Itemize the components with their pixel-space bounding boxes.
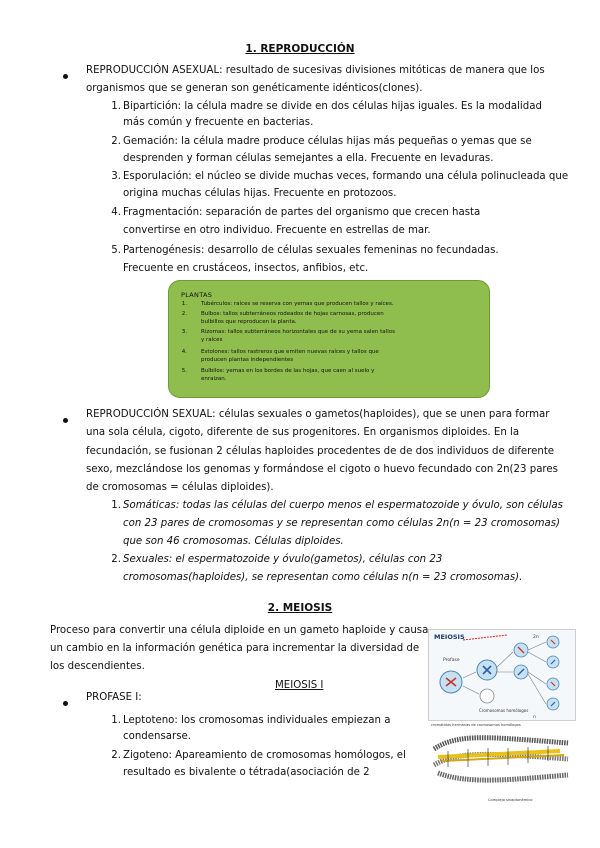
sexual-item-1-line-2: con 23 pares de cromosomas y se representan como células 2n(n = 23 cromosomas) — [123, 518, 561, 529]
sexual-item-1-line-1: Somáticas: todas las células del cuerpo menos el espermatozoide y óvulo, son células — [123, 500, 563, 511]
synapsis-label-1: cromátidas hermanas de cromosomas homólogos — [431, 723, 521, 727]
meiosis-diagram-svg — [429, 630, 575, 720]
meiosis-tag-homologos: Cromosomas homólogos — [479, 708, 529, 713]
bullet-asexual — [63, 74, 68, 79]
sexual-line-4: sexo, mezclándose los genomas y formándose el cigoto o huevo fecundado con 2n(23 pares — [86, 464, 558, 475]
asexual-line-2: organismos que se generan son genéticamente idénticos(clones). — [86, 83, 423, 94]
plant-item-num: 4. — [181, 349, 187, 355]
asexual-item-num: 1. — [111, 101, 121, 112]
section-title-meiosis: 2. MEIOSIS — [267, 602, 333, 614]
plant-item-4-line-2: producen plantas independientes — [201, 357, 294, 363]
sexual-item-2-line-1: Sexuales: el espermatozoide y óvulo(gametos), células con 23 — [123, 554, 443, 565]
plant-item-5-line-2: enraizan. — [201, 376, 227, 382]
meiosis-intro-line-1: Proceso para convertir una célula diploide en un gameto haploide y causa — [50, 625, 429, 636]
plant-item-1-line-1: Tubérculos: raíces se reserva con yemas que producen tallos y raíces. — [201, 301, 394, 307]
sexual-line-2: una sola célula, cigoto, diferente de sus progenitores. En organismos diploides. En la — [86, 427, 520, 438]
profase-label: PROFASE I: — [86, 692, 142, 703]
plant-item-2-line-2: bulbillos que reproducen la planta. — [201, 319, 297, 325]
synapsis-label-2: Complejo sinaptonémico — [488, 798, 533, 802]
meiosis-tag-profase: Profase — [443, 658, 460, 663]
sexual-item-2-line-2: cromosomas(haploides), se representan como células n(n = 23 cromosomas). — [123, 572, 523, 583]
asexual-item-5-line-2: Frecuente en crustáceos, insectos, anfibios, etc. — [123, 263, 369, 274]
plant-item-num: 1. — [181, 301, 187, 307]
plant-item-3-line-2: y raíces — [201, 337, 223, 343]
asexual-item-2-line-1: Gemación: la célula madre produce células hijas más pequeñas o yemas que se — [123, 136, 532, 147]
asexual-item-1-line-1: Bipartición: la célula madre se divide en dos células hijas iguales. Es la modalidad — [123, 101, 542, 112]
section-title-reproduccion: 1. REPRODUCCIÓN — [245, 43, 355, 55]
plant-item-2-line-1: Bulbos: tallos subterráneos rodeados de hojas carnosas, producen — [201, 311, 384, 317]
plant-item-num: 5. — [181, 368, 187, 374]
sexual-line-3: fecundación, se fusionan 2 células haploides procedentes de de dos individuos de diferente — [86, 446, 555, 457]
meiosis-intro-line-3: los descendientes. — [50, 661, 145, 672]
asexual-item-num: 5. — [111, 245, 121, 256]
plant-item-5-line-1: Bulbilos: yemas en los bordes de las hojas, que caen al suelo y — [201, 368, 375, 374]
sexual-line-1: REPRODUCCIÓN SEXUAL: células sexuales o gametos(haploides), que se unen para formar — [86, 409, 550, 420]
asexual-item-num: 2. — [111, 136, 121, 147]
asexual-item-3-line-1: Esporulación: el núcleo se divide muchas veces, formando una célula polinucleada que — [123, 171, 569, 182]
sexual-line-5: de cromosomas = células diploides). — [86, 482, 274, 493]
meiosis-label: MEIOSIS — [434, 633, 465, 641]
asexual-item-4-line-2: convertirse en otro individuo. Frecuente en estrellas de mar. — [123, 225, 431, 236]
meiosis-diagram — [428, 629, 576, 721]
asexual-item-num: 4. — [111, 207, 121, 218]
synapsis-diagram — [428, 721, 574, 804]
sexual-item-num: 2. — [111, 554, 121, 565]
asexual-item-2-line-2: desprenden y forman células semejantes a ella. Frecuente en levaduras. — [123, 153, 494, 164]
asexual-item-1-line-2: más común y frecuente en bacterias. — [123, 117, 314, 128]
asexual-item-num: 3. — [111, 171, 121, 182]
asexual-item-4-line-1: Fragmentación: separación de partes del organismo que crecen hasta — [123, 207, 481, 218]
bullet-sexual — [63, 418, 68, 423]
plants-box — [168, 280, 490, 398]
meiosis-item-num: 1. — [111, 715, 121, 726]
synapsis-diagram-svg — [428, 721, 574, 804]
asexual-item-5-line-1: Partenogénesis: desarrollo de células sexuales femeninas no fecundadas. — [123, 245, 499, 256]
sexual-item-1-line-3: que son 46 cromosomas. Células diploides. — [123, 536, 344, 547]
plants-title: PLANTAS — [181, 291, 213, 299]
bullet-profase — [63, 701, 68, 706]
meiosis-intro-line-2: un cambio en la información genética para incrementar la diversidad de — [50, 643, 420, 654]
meiosis-item-1-line-1: Leptoteno: los cromosomas individuales empiezan a — [123, 715, 391, 726]
meiosis-subtitle: MEIOSIS I — [275, 680, 324, 691]
meiosis-item-1-line-2: condensarse. — [123, 731, 192, 742]
meiosis-item-2-line-2: resultado es bivalente o tétrada(asociación de 2 — [123, 767, 370, 778]
plant-item-num: 3. — [181, 329, 187, 335]
meiosis-tag-2n: 2n — [533, 635, 539, 640]
plant-item-3-line-1: Rizomas: tallos subterráneos horizontales que de su yema salen tallos — [201, 329, 395, 335]
meiosis-tag-n: n — [533, 715, 536, 720]
sexual-item-num: 1. — [111, 500, 121, 511]
meiosis-item-2-line-1: Zigoteno: Apareamiento de cromosomas homólogos, el — [123, 750, 406, 761]
plant-item-num: 2. — [181, 311, 187, 317]
meiosis-item-num: 2. — [111, 750, 121, 761]
asexual-line-1: REPRODUCCIÓN ASEXUAL: resultado de sucesivas divisiones mitóticas de manera que los — [86, 65, 545, 76]
asexual-item-3-line-2: origina muchas células hijas. Frecuente en protozoos. — [123, 188, 397, 199]
plant-item-4-line-1: Estolones: tallos rastreros que emiten nuevas raíces y tallos que — [201, 349, 379, 355]
